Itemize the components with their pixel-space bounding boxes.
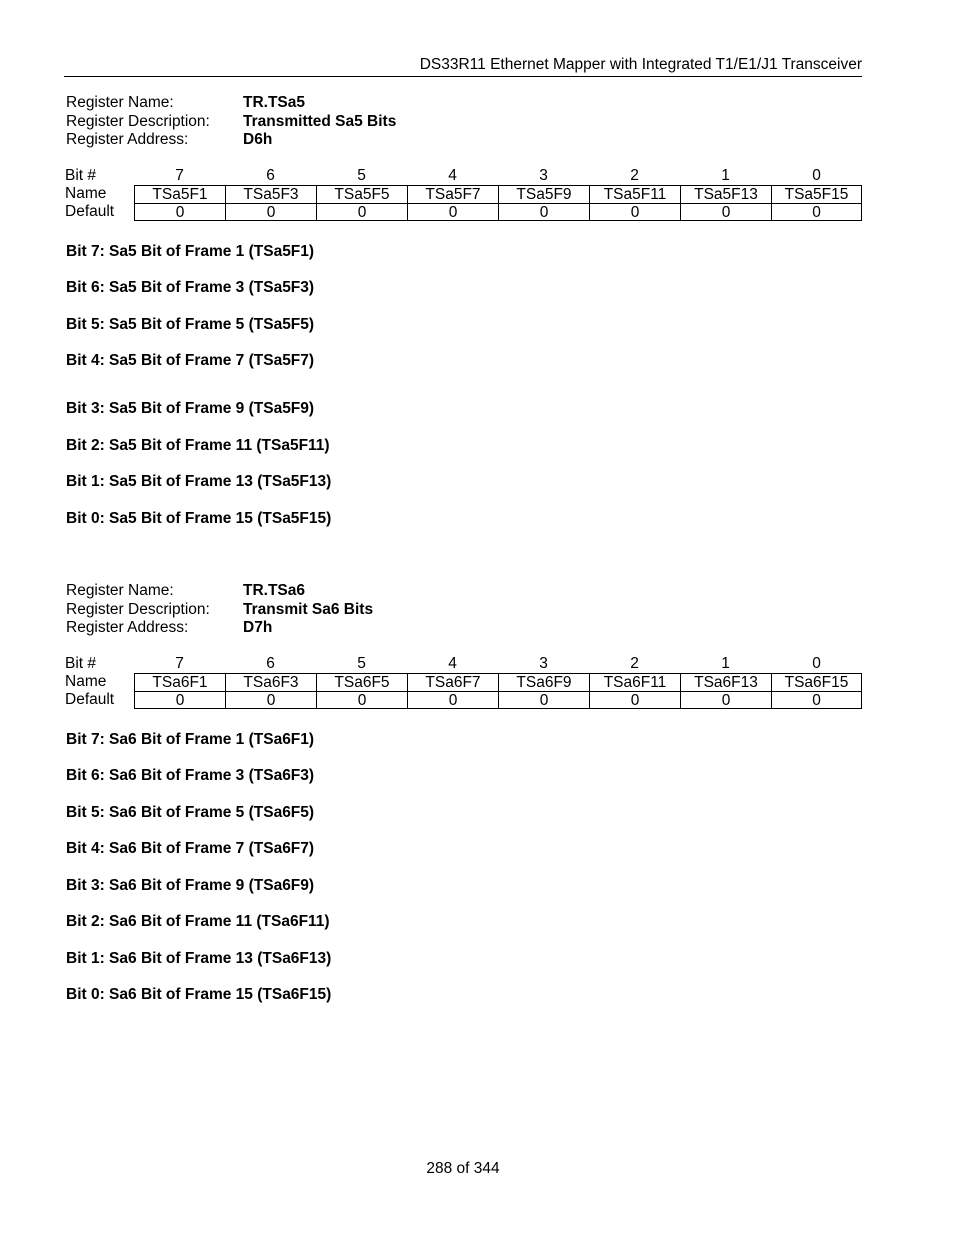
- row-label: Bit #: [65, 167, 97, 184]
- header-rule: [64, 76, 862, 77]
- bit-description: Bit 2: Sa6 Bit of Frame 11 (TSa6F11): [66, 913, 330, 930]
- bit-number-cell: 4: [448, 655, 457, 672]
- bit-number-cell: 7: [175, 167, 184, 184]
- bit-number-cell: 1: [721, 655, 730, 672]
- bit-number-cell: 7: [175, 655, 184, 672]
- bit-description: Bit 1: Sa6 Bit of Frame 13 (TSa6F13): [66, 950, 332, 967]
- bit-name-cell: TSa6F5: [316, 673, 407, 691]
- bit-description: Bit 5: Sa5 Bit of Frame 5 (TSa5F5): [66, 316, 315, 333]
- bit-description: Bit 7: Sa6 Bit of Frame 1 (TSa6F1): [66, 731, 315, 748]
- bit-name-cell: TSa6F15: [771, 673, 862, 691]
- bit-default-cell: 0: [225, 203, 316, 221]
- bit-default-cell: 0: [680, 691, 771, 709]
- bit-default-cell: 0: [771, 691, 862, 709]
- bit-number-cell: 0: [812, 167, 821, 184]
- bit-name-cell: TSa6F9: [498, 673, 589, 691]
- bit-description: Bit 1: Sa5 Bit of Frame 13 (TSa5F13): [66, 473, 332, 490]
- bit-description: Bit 6: Sa6 Bit of Frame 3 (TSa6F3): [66, 767, 315, 784]
- register-description-label: Register Description:: [66, 600, 210, 618]
- row-label: Name: [65, 185, 107, 202]
- register-address: D6h: [243, 131, 273, 148]
- bit-default-cell: 0: [498, 691, 589, 709]
- bit-name-row: [65, 185, 862, 203]
- register-description-label: Register Description:: [66, 112, 210, 130]
- register-name: TR.TSa6: [243, 582, 306, 599]
- bit-number-cell: 0: [812, 655, 821, 672]
- bit-name-cell: TSa5F7: [407, 185, 498, 203]
- register-address: D7h: [243, 619, 273, 636]
- bit-description: Bit 3: Sa6 Bit of Frame 9 (TSa6F9): [66, 877, 315, 894]
- row-label: Bit #: [65, 655, 97, 672]
- bit-default-cell: 0: [407, 203, 498, 221]
- register-info: [66, 94, 396, 150]
- bit-default-cell: 0: [589, 691, 680, 709]
- bit-number-cell: 1: [721, 167, 730, 184]
- register-address-label: Register Address:: [66, 131, 189, 148]
- bit-number-cell: 6: [266, 655, 275, 672]
- bit-number-row: [65, 655, 862, 673]
- register-name-label: Register Name:: [66, 94, 174, 111]
- bit-name-cell: TSa6F3: [225, 673, 316, 691]
- bit-number-cell: 4: [448, 167, 457, 184]
- bit-default-cell: 0: [771, 203, 862, 221]
- register-address-label: Register Address:: [66, 619, 189, 636]
- register-info: [66, 582, 373, 638]
- bit-default-row: [65, 203, 862, 221]
- bit-name-cell: TSa5F5: [316, 185, 407, 203]
- bit-name-cell: TSa5F3: [225, 185, 316, 203]
- register-description: Transmit Sa6 Bits: [243, 600, 374, 618]
- bit-name-cell: TSa5F11: [589, 185, 680, 203]
- bit-name-cell: TSa6F1: [134, 673, 225, 691]
- bit-description: Bit 5: Sa6 Bit of Frame 5 (TSa6F5): [66, 804, 315, 821]
- row-label: Default: [65, 691, 115, 708]
- page-number: 288 of 344: [426, 1160, 500, 1177]
- bit-number-cell: 3: [539, 655, 548, 672]
- bit-name-cell: TSa5F15: [771, 185, 862, 203]
- bit-default-cell: 0: [316, 203, 407, 221]
- bit-number-cell: 2: [630, 167, 639, 184]
- bit-name-cell: TSa5F9: [498, 185, 589, 203]
- bit-default-cell: 0: [407, 691, 498, 709]
- bit-number-cell: 5: [357, 167, 366, 184]
- bit-default-row: [65, 691, 862, 709]
- bit-description: Bit 4: Sa6 Bit of Frame 7 (TSa6F7): [66, 840, 315, 857]
- bit-table: [65, 167, 862, 221]
- bit-name-cell: TSa6F13: [680, 673, 771, 691]
- bit-number-cell: 5: [357, 655, 366, 672]
- bit-default-cell: 0: [498, 203, 589, 221]
- bit-number-cell: 3: [539, 167, 548, 184]
- bit-number-cell: 6: [266, 167, 275, 184]
- bit-default-cell: 0: [680, 203, 771, 221]
- bit-description: Bit 0: Sa6 Bit of Frame 15 (TSa6F15): [66, 986, 332, 1003]
- bit-description: Bit 3: Sa5 Bit of Frame 9 (TSa5F9): [66, 400, 315, 417]
- bit-number-row: [65, 167, 862, 185]
- bit-description: Bit 4: Sa5 Bit of Frame 7 (TSa5F7): [66, 352, 315, 369]
- bit-default-cell: 0: [589, 203, 680, 221]
- page-header: DS33R11 Ethernet Mapper with Integrated T1/E1/J1 Transceiver: [419, 56, 862, 73]
- row-label: Name: [65, 673, 107, 690]
- bit-name-cell: TSa6F7: [407, 673, 498, 691]
- bit-default-cell: 0: [316, 691, 407, 709]
- bit-name-cell: TSa6F11: [589, 673, 680, 691]
- bit-name-cell: TSa5F13: [680, 185, 771, 203]
- register-name-label: Register Name:: [66, 582, 174, 599]
- bit-default-cell: 0: [225, 691, 316, 709]
- bit-description: Bit 0: Sa5 Bit of Frame 15 (TSa5F15): [66, 510, 332, 527]
- bit-default-cell: 0: [134, 203, 225, 221]
- bit-name-cell: TSa5F1: [134, 185, 225, 203]
- bit-default-cell: 0: [134, 691, 225, 709]
- bit-table: [65, 655, 862, 709]
- bit-number-cell: 2: [630, 655, 639, 672]
- bit-name-row: [65, 673, 862, 691]
- bit-description: Bit 7: Sa5 Bit of Frame 1 (TSa5F1): [66, 243, 315, 260]
- bit-description: Bit 6: Sa5 Bit of Frame 3 (TSa5F3): [66, 279, 315, 296]
- row-label: Default: [65, 203, 115, 220]
- register-description: Transmitted Sa5 Bits: [243, 112, 397, 130]
- register-name: TR.TSa5: [243, 94, 306, 111]
- bit-description: Bit 2: Sa5 Bit of Frame 11 (TSa5F11): [66, 437, 330, 454]
